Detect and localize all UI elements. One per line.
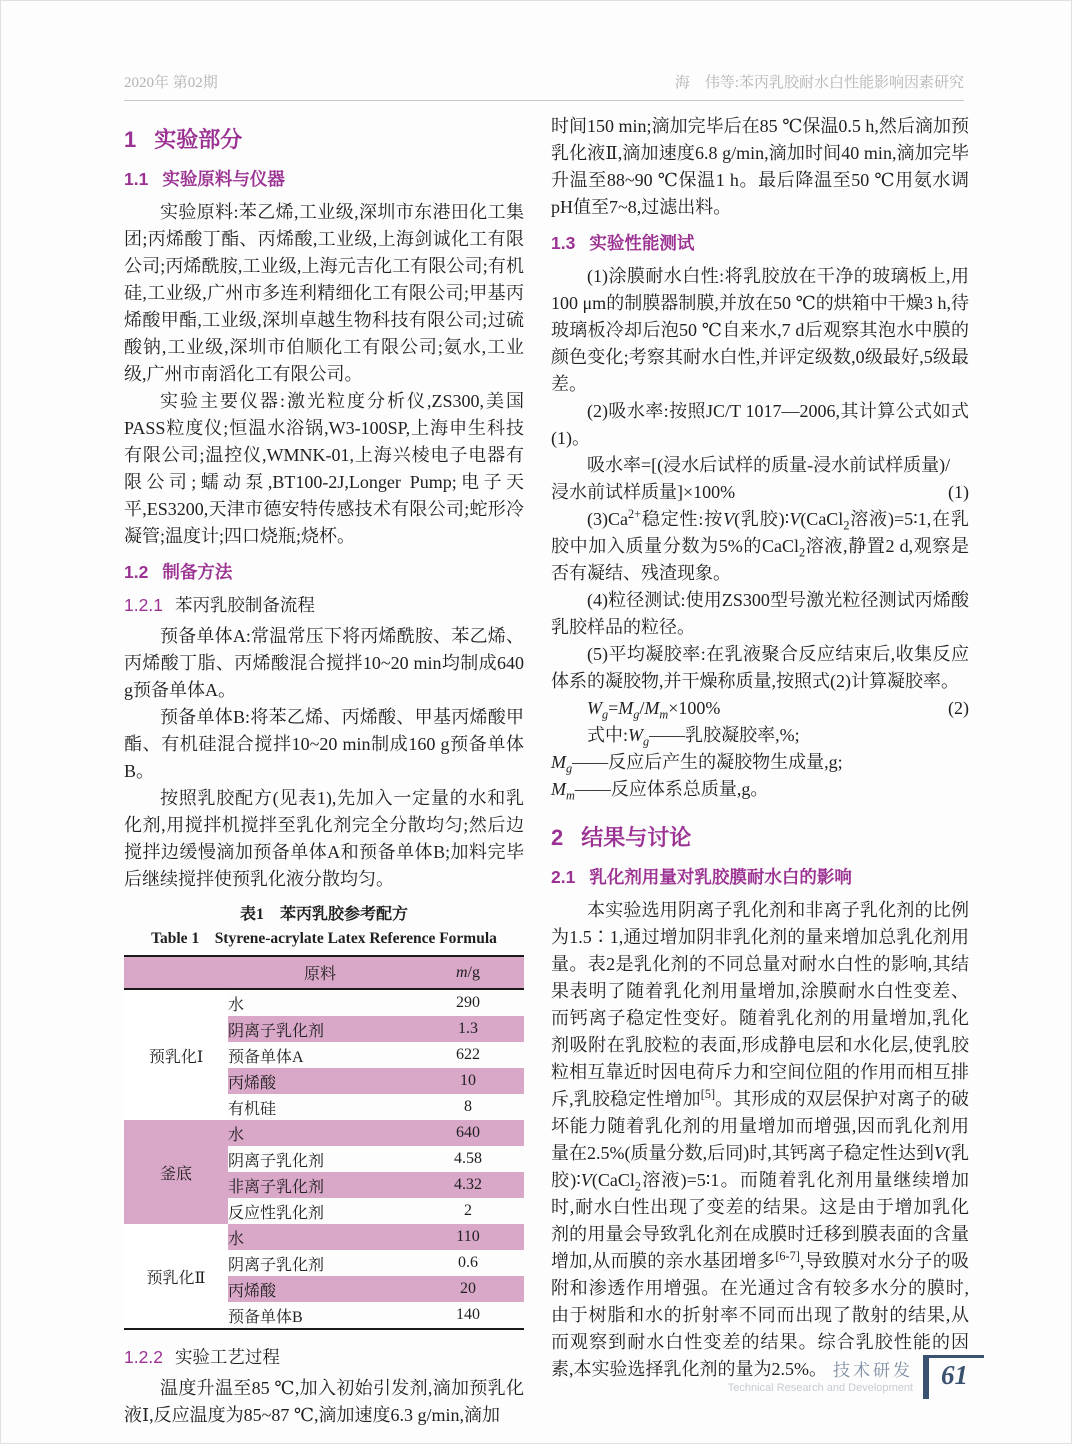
subsection-title: 乳化剂用量对乳胶膜耐水白的影响 — [589, 867, 852, 887]
section-title: 实验部分 — [154, 127, 243, 152]
table-row — [124, 989, 524, 1016]
amount-cell: 622 — [456, 1046, 480, 1063]
subsection-1-2-heading — [124, 559, 524, 584]
where-line-mg: $M_g——$反应后产生的凝胶物生成量,g; — [551, 752, 843, 776]
unit-header-cell: m/g — [412, 956, 524, 989]
process-continued-paragraph: 时间150 min;滴加完毕后在85 ℃保温0.5 h,然后滴加预乳化液Ⅱ,滴加速度6.8 g/min,滴加时间40 min,滴加完毕升温至88~90 ℃保温1 h。最后降温至50 ℃用氨水调pH值至7~8,过滤出料。 — [551, 116, 969, 217]
group-header-cell — [124, 956, 228, 989]
amount-cell: 4.58 — [454, 1150, 482, 1167]
table-row — [124, 1224, 524, 1250]
group-cell: 釜底 — [124, 1120, 228, 1224]
equation-1-lhs: 吸水率=[(浸水后试样的质量-浸水前试样质量)/ — [587, 455, 951, 475]
ingredient-cell: 反应性乳化剂 — [228, 1204, 325, 1222]
subsection-number: 2.1 — [551, 867, 576, 887]
running-head — [1, 1, 1071, 92]
subsection-1-1-heading — [124, 166, 524, 191]
ingredient-cell: 水 — [228, 1120, 412, 1146]
ingredient-cell: 有机硅 — [228, 1100, 277, 1118]
amount-cell: 110 — [412, 1224, 524, 1250]
equation-1-number: (1) — [948, 482, 969, 502]
amount-cell: 140 — [456, 1306, 480, 1323]
pre-emulsion-paragraph: 按照乳胶配方(见表1),先加入一定量的水和乳化剂,用搅拌机搅拌至乳化剂完全分散均匀;然后边搅拌边缓慢滴加预备单体A和预备单体B;加料完毕后继续搅拌使预乳化液分散均匀。 — [124, 788, 524, 889]
subsection-title: 制备方法 — [162, 562, 233, 582]
equation-2-number: (2) — [948, 698, 969, 718]
subsection-number: 1.2 — [124, 562, 149, 582]
amount-cell: 640 — [412, 1120, 524, 1146]
running-head-title: 海 伟等:苯丙乳胶耐水白性能影响因素研究 — [674, 75, 964, 91]
equation-1-rhs: 浸水前试样质量]×100% — [551, 482, 736, 502]
subsection-number: 1.1 — [124, 169, 149, 189]
section-2-heading — [551, 821, 969, 852]
footer-labels — [728, 1361, 913, 1399]
test-ca-stability-paragraph: $(3)Ca^{2+}$稳定性:按V(乳胶)∶V(CaCl$_2$溶液)=5∶1,在乳胶中加入质量分数为5%的CaCl$_2$溶液,静置2 d,观察是否有凝结、残渣现象。 — [551, 507, 970, 583]
ingredient-cell: 预备单体A — [228, 1048, 304, 1066]
amount-cell: 8 — [464, 1098, 472, 1115]
test-water-absorption-paragraph: (2)吸水率:按照JC/T 1017—2006,其计算公式如式(1)。 — [551, 401, 969, 448]
table1-caption-zh: 表1 苯丙乳胶参考配方 — [239, 906, 408, 923]
page-number-box — [923, 1355, 984, 1399]
ingredient-cell: 非离子乳化剂 — [228, 1172, 412, 1198]
subsection-title: 实验原料与仪器 — [162, 169, 285, 189]
table-1 — [124, 955, 524, 1330]
running-head-issue: 2020年 第02期 — [124, 75, 218, 91]
subsubsection-1-2-1-heading — [124, 592, 524, 617]
monomer-a-paragraph: 预备单体A:常温常压下将丙烯酰胺、苯乙烯、丙烯酸丁脂、丙烯酸混合搅拌10~20 min均制成640 g预备单体A。 — [124, 626, 524, 700]
table1-caption-en: Table 1 Styrene-acrylate Latex Reference Formula — [151, 930, 497, 947]
material-header-cell: 原料 — [228, 956, 412, 989]
equation-1 — [551, 452, 969, 479]
test-water-whitening-paragraph: (1)涂膜耐水白性:将乳胶放在干净的玻璃板上,用100 μm的制膜器制膜,并放在50 ℃的烘箱中干燥3 h,待玻璃板冷却后泡50 ℃自来水,7 d后观察其泡水中膜的颜色变化;考察其耐水白性,并评定级数,0级最好,5级最差。 — [551, 266, 969, 394]
section-title: 结果与讨论 — [581, 825, 692, 850]
amount-cell: 1.3 — [412, 1016, 524, 1042]
section-1-heading — [124, 123, 524, 154]
subsection-number: 1.3 — [551, 233, 576, 253]
section-number: 2 — [551, 825, 564, 850]
group-cell: 预乳化Ⅱ — [124, 1224, 228, 1329]
test-particle-size-paragraph: (4)粒径测试:使用ZS300型号激光粒径测试丙烯酸乳胶样品的粒径。 — [551, 590, 969, 637]
subsubsection-title: 苯丙乳胶制备流程 — [174, 595, 315, 615]
amount-cell: 20 — [412, 1276, 524, 1302]
page-footer — [728, 1355, 984, 1399]
footer-label-zh: 技术研发 — [833, 1361, 913, 1380]
where-line-wg: 式中$:W_g——$乳胶凝胶率,%; — [587, 725, 800, 749]
ingredient-cell: 水 — [228, 996, 245, 1014]
subsubsection-number: 1.2.2 — [124, 1347, 163, 1367]
subsubsection-number: 1.2.1 — [124, 595, 163, 615]
group-cell: 预乳化Ⅰ — [124, 989, 228, 1120]
ingredient-cell: 水 — [228, 1224, 412, 1250]
where-line-mm: $M_m——$反应体系总质量,g。 — [551, 779, 769, 803]
discussion-paragraph: 本实验选用阴离子乳化剂和非离子乳化剂的比例为1.5∶1,通过增加阴非乳化剂的量来增加总乳化剂用量。表2是乳化剂的不同总量对耐水白性的影响,其结果表明了随着乳化剂用量增加,涂膜耐水白性变差、而钙离子稳定性变好。随着乳化剂的用量增加,乳化剂吸附在乳胶粒的表面,形成静电层和水化层,使乳胶粒相互靠近时因电荷斥力和空间位阻的作用而相互排斥,乳胶稳定性增加[5]。其形成的双层保护对离子的破坏能力随着乳化剂的用量增加而增强,因而乳化剂用量在2.5%(质量分数,后同)时,其钙离子稳定性达到V(乳胶)∶V(CaCl$_2$溶液)=5∶1。而随着乳化剂用量继续增加时,耐水白性出现了变差的结果。这是由于增加乳化剂的用量会导致乳化剂在成膜时迁移到膜表面的含量增加,从而膜的亲水基团增多[6-7],导致膜对水分子的吸附和渗透作用增强。在光通过含有较多水分的膜时,由于树脂和水的折射率不同而出现了散射的结果,从而观察到耐水白性变差的结果。综合乳胶性能的因素,本实验选择乳化剂的量为2.5%。 — [551, 900, 970, 1379]
equation-2 — [551, 695, 969, 722]
ingredient-cell: 阴离子乳化剂 — [228, 1152, 325, 1170]
amount-cell: 290 — [456, 994, 480, 1011]
ingredient-cell: 丙烯酸 — [228, 1276, 412, 1302]
subsubsection-1-2-2-heading — [124, 1344, 524, 1369]
page-body — [1, 101, 1071, 1429]
subsection-title: 实验性能测试 — [589, 233, 695, 253]
materials-paragraph: 实验原料:苯乙烯,工业级,深圳市东港田化工集团;丙烯酸丁酯、丙烯酸,工业级,上海剑诚化工有限公司;丙烯酰胺,工业级,上海元吉化工有限公司;有机硅,工业级,广州市多连利精细化工有限公司;甲基丙烯酸甲酯,工业级,深圳卓越生物科技有限公司;过硫酸钠,工业级,深圳市伯顺化工有限公司;氨水,工业级,广州市南滔化工有限公司。 — [124, 202, 524, 384]
equation-2-lhs: $W_g=M_g/M_m\times 100\%$ — [587, 698, 721, 722]
ingredient-cell: 丙烯酸 — [228, 1068, 412, 1094]
ingredient-cell: 预备单体B — [228, 1308, 303, 1326]
left-column — [124, 113, 524, 1429]
amount-cell: 0.6 — [458, 1254, 478, 1271]
ingredient-cell: 阴离子乳化剂 — [228, 1016, 412, 1042]
ingredient-cell: 阴离子乳化剂 — [228, 1256, 325, 1274]
page-number: 61 — [941, 1360, 968, 1390]
monomer-b-paragraph: 预备单体B:将苯乙烯、丙烯酸、甲基丙烯酸甲酯、有机硅混合搅拌10~20 min制成160 g预备单体B。 — [124, 707, 524, 781]
right-column — [551, 113, 969, 1429]
instruments-paragraph: 实验主要仪器:激光粒度分析仪,ZS300,美国PASS粒度仪;恒温水浴锅,W3-100SP,上海申生科技有限公司;温控仪,WMNK-01,上海兴棱电子电器有限公司;蠕动泵,BT100-2J,Longer Pump;电子天平,ES3200,天津市德安特传感技术有限公司;蛇形冷凝管;温度计;四口烧瓶;烧杯。 — [124, 391, 524, 546]
footer-label-en: Technical Research and Development — [727, 1382, 913, 1394]
test-gel-rate-paragraph: (5)平均凝胶率:在乳液聚合反应结束后,收集反应体系的凝胶物,并干燥称质量,按照式(2)计算凝胶率。 — [551, 644, 969, 691]
amount-cell: 10 — [412, 1068, 524, 1094]
subsection-1-3-heading — [551, 230, 969, 255]
equation-1-continued — [551, 479, 969, 506]
table-header-row — [124, 956, 524, 989]
amount-cell: 2 — [464, 1202, 472, 1219]
table-row — [124, 1120, 524, 1146]
subsection-2-1-heading — [551, 864, 969, 889]
section-number: 1 — [124, 127, 137, 152]
subsubsection-title: 实验工艺过程 — [174, 1347, 280, 1367]
process-paragraph: 温度升温至85 ℃,加入初始引发剂,滴加预乳化液Ⅰ,反应温度为85~87 ℃,滴加速度6.3 g/min,滴加 — [124, 1378, 524, 1425]
amount-cell: 4.32 — [412, 1172, 524, 1198]
